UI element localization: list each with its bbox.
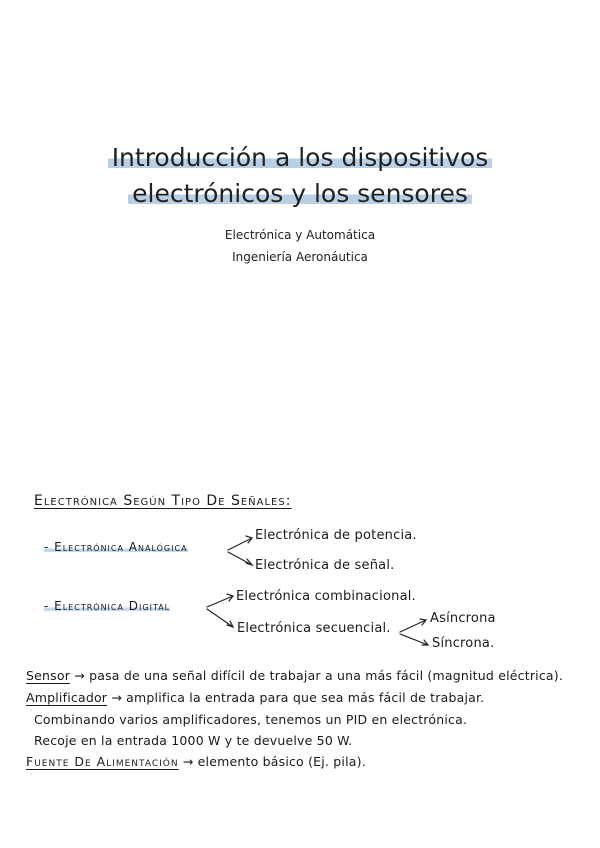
digital-branch-sequential: Electrónica secuencial.	[237, 621, 391, 636]
arrow-analog-power	[228, 538, 252, 550]
definition-row	[26, 690, 484, 705]
arrow-digital-combinational	[207, 596, 233, 607]
analog-label: - Electrónica Analógica	[44, 540, 188, 554]
title-line-1: Introducción a los dispositivos	[108, 140, 493, 176]
notes-heading: Electrónica Según Tipo De Señales:	[34, 493, 292, 509]
definition-text: → pasa de una señal difícil de trabajar a una más fácil (magnitud eléctrica).	[74, 668, 564, 683]
definition-text: Combinando varios amplificadores, tenemos un PID en electrónica.	[34, 712, 468, 727]
subtitle-course: Electrónica y Automática	[224, 228, 376, 242]
document-title	[0, 140, 600, 268]
definition-text: Recoje en la entrada 1000 W y te devuelve 50 W.	[34, 733, 353, 748]
definition-row	[26, 668, 563, 683]
arrow-analog-signal	[228, 552, 252, 565]
definition-row	[26, 754, 366, 769]
sequential-branch-sync: Síncrona.	[432, 636, 495, 651]
digital-label: - Electrónica Digital	[44, 599, 171, 613]
subtitle-degree: Ingeniería Aeronáutica	[232, 250, 368, 264]
sequential-branch-async: Asíncrona	[430, 611, 496, 626]
analog-branch-signal: Electrónica de señal.	[255, 558, 395, 573]
arrow-sequential-async	[400, 620, 426, 632]
definition-text: → elemento básico (Ej. pila).	[182, 754, 366, 769]
definition-term: Sensor	[26, 668, 71, 683]
definition-term: Fuente De Alimentación	[26, 754, 179, 769]
digital-branch-combinational: Electrónica combinacional.	[236, 589, 416, 604]
definition-text: → amplifica la entrada para que sea más fácil de trabajar.	[111, 690, 485, 705]
definition-row	[34, 712, 467, 727]
definition-term: Amplificador	[26, 690, 108, 705]
title-line-2: electrónicos y los sensores	[128, 176, 472, 212]
definition-row	[34, 733, 352, 748]
arrow-sequential-sync	[400, 634, 428, 645]
analog-branch-power: Electrónica de potencia.	[255, 528, 417, 543]
arrow-digital-sequential	[207, 609, 233, 627]
